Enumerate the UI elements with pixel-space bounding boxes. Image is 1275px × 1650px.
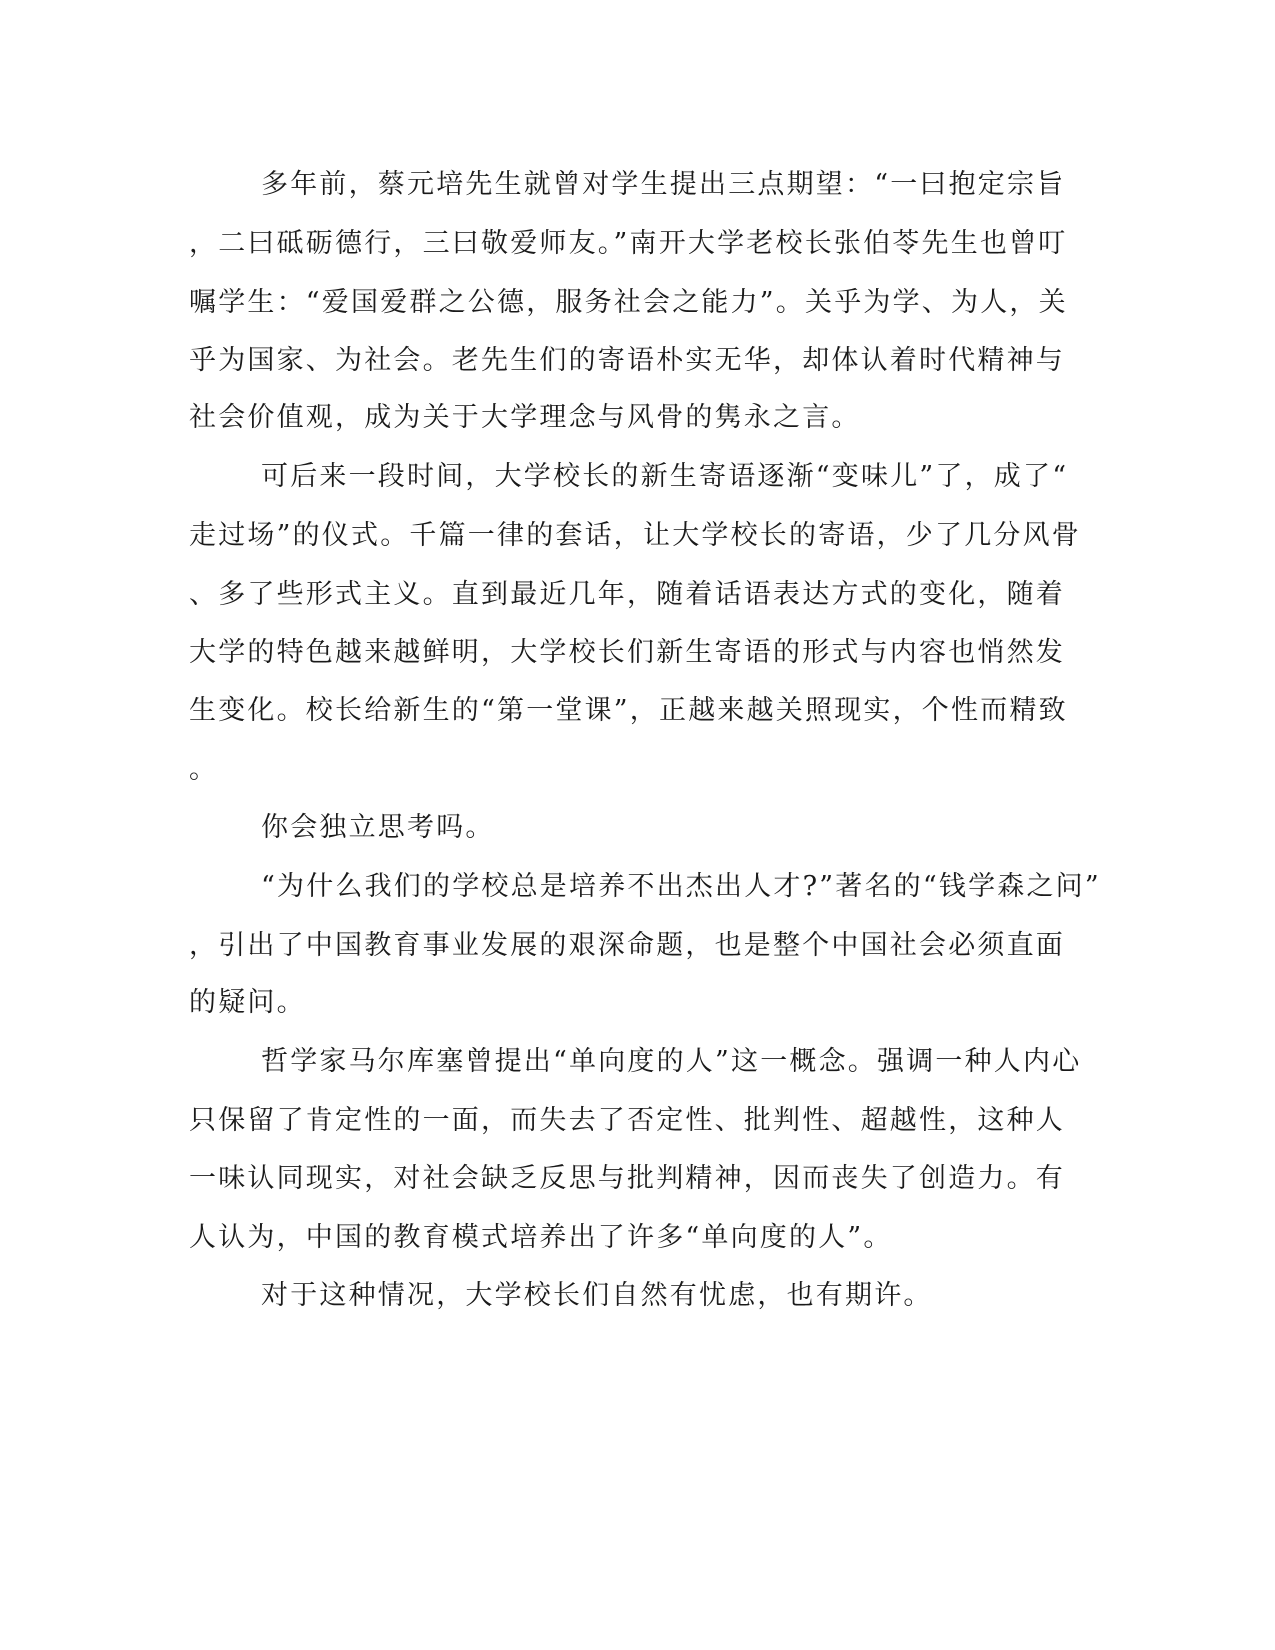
text-line: ，二曰砥砺德行，三曰敬爱师友。”南开大学老校长张伯苓先生也曾叮 [189, 228, 1068, 259]
text-line: 大学的特色越来越鲜明，大学校长们新生寄语的形式与内容也悄然发 [189, 637, 1065, 668]
text-line: 对于这种情况，大学校长们自然有忧虑，也有期许。 [261, 1280, 933, 1311]
text-line: 社会价值观，成为关于大学理念与风骨的隽永之言。 [189, 402, 861, 433]
text-line: 走过场”的仪式。千篇一律的套话，让大学校长的寄语，少了几分风骨 [189, 520, 1082, 551]
text-line: 、多了些形式主义。直到最近几年，随着话语表达方式的变化，随着 [189, 579, 1065, 610]
text-line: 可后来一段时间，大学校长的新生寄语逐渐“变味儿”了，成了“ [261, 461, 1069, 492]
text-line: 你会独立思考吗。 [261, 812, 495, 843]
text-line: 生变化。校长给新生的“第一堂课”，正越来越关照现实，个性而精致 [189, 695, 1068, 726]
text-line: 乎为国家、为社会。老先生们的寄语朴实无华，却体认着时代精神与 [189, 345, 1065, 376]
text-line: 人认为，中国的教育模式培养出了许多“单向度的人”。 [189, 1222, 893, 1253]
text-line: 哲学家马尔库塞曾提出“单向度的人”这一概念。强调一种人内心 [261, 1046, 1082, 1077]
text-line: 嘱学生：“爱国爱群之公德，服务社会之能力”。关乎为学、为人，关 [189, 287, 1068, 318]
text-line: ，引出了中国教育事业发展的艰深命题，也是整个中国社会必须直面 [189, 930, 1065, 961]
text-line: 的疑问。 [189, 987, 306, 1018]
text-line: 多年前，蔡元培先生就曾对学生提出三点期望：“一曰抱定宗旨 [261, 169, 1066, 200]
text-line: “为什么我们的学校总是培养不出杰出人才?”著名的“钱学森之问” [261, 871, 1101, 902]
text-line: 只保留了肯定性的一面，而失去了否定性、批判性、超越性，这种人 [189, 1105, 1065, 1136]
text-line: 。 [189, 754, 219, 785]
text-line: 一味认同现实，对社会缺乏反思与批判精神，因而丧失了创造力。有 [189, 1163, 1065, 1194]
